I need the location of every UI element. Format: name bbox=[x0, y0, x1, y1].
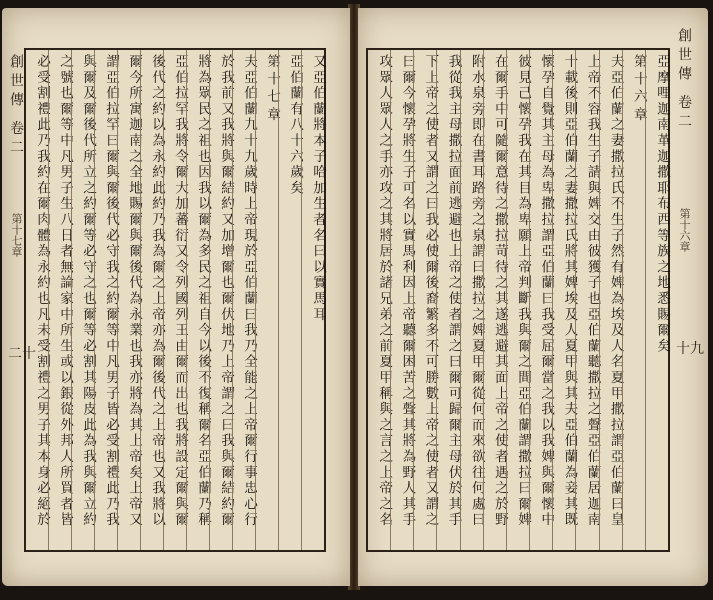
right-text-frame bbox=[366, 48, 670, 552]
text-column: 於我前又我將與爾結約又加增爾也爾伏地乃上帝謂之曰我與爾結約爾 bbox=[209, 50, 232, 550]
text-column: 爾今所寓迦南之全地賜爾與爾後代為永業也我亦將為其上帝矣上帝又 bbox=[117, 50, 140, 550]
text-column: 又亞伯蘭將本子哈加生者名曰以實馬耳 bbox=[301, 50, 324, 550]
text-column: 十載後則亞伯蘭之妻撒拉氏將其婢埃及人夏甲與其夫亞伯蘭為妾其既 bbox=[552, 50, 575, 550]
text-column: 亞摩哩迦南革迦撒耶布西等族之地悉賜爾矣 bbox=[645, 50, 668, 550]
left-page-marker: 二十 bbox=[8, 346, 36, 362]
left-chapter-mark: 第十七章 bbox=[10, 213, 23, 257]
right-page bbox=[358, 8, 708, 586]
text-column: 上帝不容我生子請與婢交由彼獲子也亞伯蘭聽撒拉之聲亞伯蘭居迦南 bbox=[575, 50, 598, 550]
text-column: 亞伯拉罕我將令爾大加蕃衍又令列國列王由爾而出也我將設定爾與爾 bbox=[163, 50, 186, 550]
text-column: 攻眾人眾人之手亦攻之其將居於諸兄弟之前夏甲稱與之言之上帝之名 bbox=[376, 54, 393, 528]
text-column: 將為眾民之祖也因我以爾為多民之祖自今以後不復稱爾名亞伯蘭乃稱 bbox=[186, 50, 209, 550]
text-column: 夫亞伯蘭九十九歲時上帝現於亞伯蘭曰我乃全能之上帝爾行事忠心行 bbox=[232, 50, 255, 550]
text-column: 彼見己懷孕我在其目為卑願上帝判斷我與爾之間亞伯蘭謂撒拉曰爾婢 bbox=[506, 50, 529, 550]
chapter-heading: 第十六章 bbox=[622, 50, 645, 550]
right-chapter-mark: 第十六章 bbox=[678, 208, 691, 252]
text-column: 夫亞伯蘭之妻撒拉氏不生子然有婢為埃及人名夏甲撒拉謂亞伯蘭曰皇 bbox=[599, 50, 622, 550]
right-page-marker: 十九 bbox=[676, 341, 704, 357]
text-column: 附水泉旁即在書耳路旁之泉謂曰撒拉之婢夏甲爾從何而來欲往何處曰 bbox=[460, 50, 483, 550]
left-page bbox=[2, 8, 350, 586]
text-column: 與爾及爾後代所立之約爾等必守之也爾等必割其陽皮此為我與爾立約 bbox=[71, 50, 94, 550]
text-column: 在爾手中可隨爾意待之撒拉苛待之其遂逃避其面上帝之使者遇之於野 bbox=[483, 50, 506, 550]
text-column: 我從我主母撒拉面前逃避也上帝之使者謂之曰爾可歸爾主母伏於其手 bbox=[436, 50, 459, 550]
text-column: 後代之約以為永約此約乃我為爾之上帝亦為爾後代之上帝也又我將以 bbox=[140, 50, 163, 550]
text-column: 懷孕自覺其主母為卑撒拉謂亞伯蘭曰我受屈爾當之我以我婢與爾懷中 bbox=[529, 50, 552, 550]
text-column: 亞伯蘭有八十六歲矣 bbox=[278, 50, 301, 550]
left-margin-title: 創世傳 卷二 bbox=[8, 54, 24, 159]
chapter-heading: 第十七章 bbox=[255, 50, 278, 550]
text-column: 下上帝之使者又謂之曰我必使爾後裔繁多不可勝數上帝之使者又謂之 bbox=[413, 50, 436, 550]
right-margin-title: 創世傳 卷二 bbox=[676, 28, 692, 133]
text-column: 之號也爾等中凡男子生八日者無論家中所生或以銀從外邦人所買者皆 bbox=[48, 50, 71, 550]
left-text-frame bbox=[24, 48, 326, 552]
text-column: 謂亞伯拉罕曰爾與爾後代必守我之約爾等中凡男子皆必受割禮此乃我 bbox=[94, 50, 117, 550]
text-column: 曰爾今懷孕將生子可名以實馬利因上帝聽爾困苦之聲其將為野人其手 bbox=[390, 50, 413, 550]
text-column: 必受割禮此乃我約在爾肉體為永約也凡未受割禮之男子其本身必絕於 bbox=[34, 54, 50, 528]
